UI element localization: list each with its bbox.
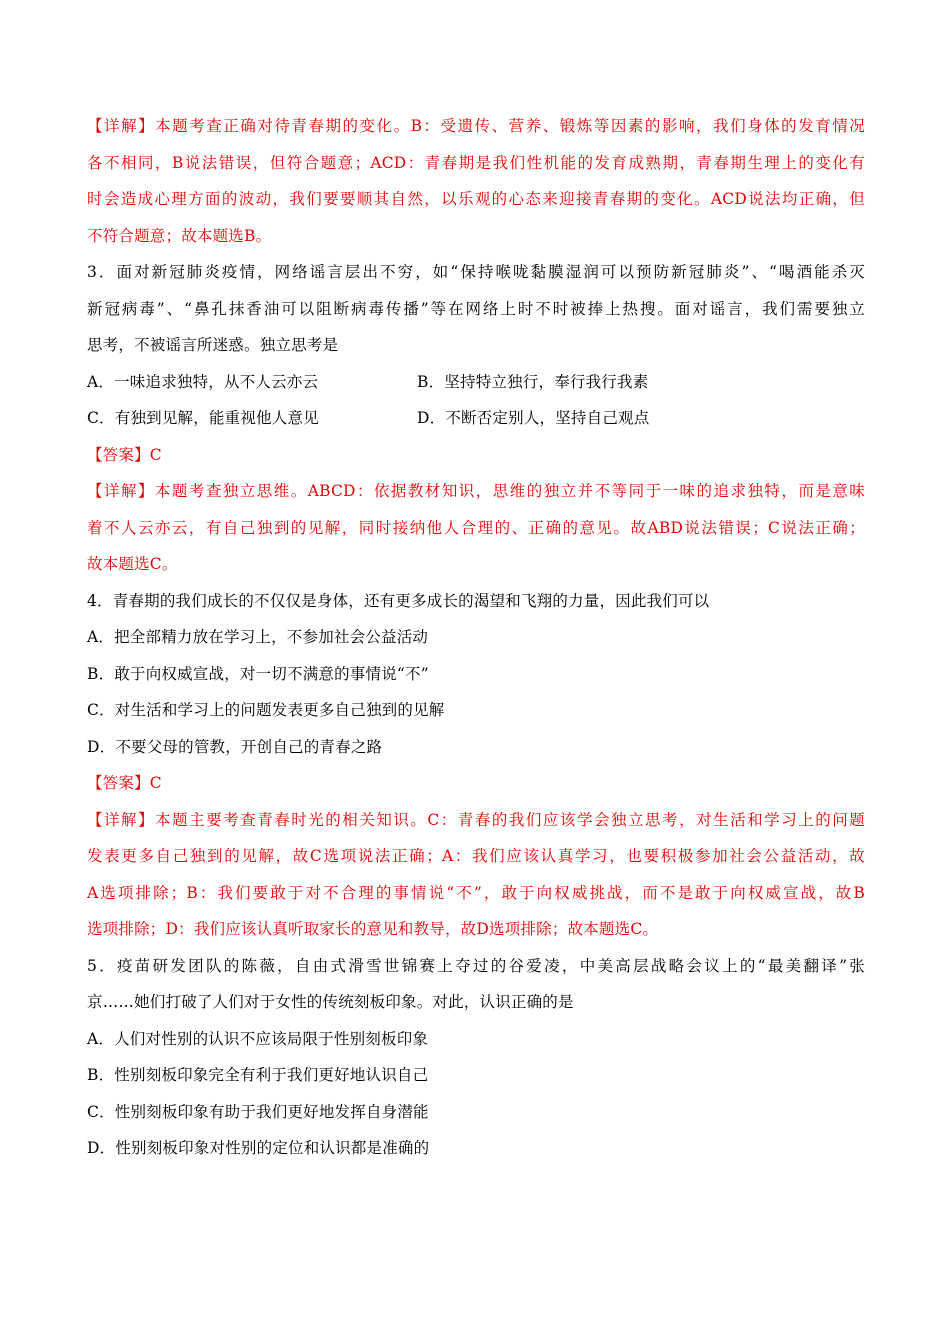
option-a: A．人们对性别的认识不应该局限于性别刻板印象 [87,1029,429,1048]
detail-line: 选项排除；D：我们应该认真听取家长的意见和教导，故D选项排除；故本题选C。 [87,920,659,938]
detail-line: 【详解】本题考查正确对待青春期的变化。B：受遗传、营养、锻炼等因素的影响，我们身体的发育情况 [87,117,865,135]
detail-line: 发表更多自己独到的见解，故C选项说法正确；A：我们应该认真学习，也要积极参加社会公益活动，故 [87,847,865,865]
question-stem-line: 思考，不被谣言所迷惑。独立思考是 [87,336,339,354]
q2-detail [87,108,865,254]
option-b: B．坚持特立独行，奉行我行我素 [417,372,649,391]
question-3 [87,254,865,583]
question-stem-line: 3．面对新冠肺炎疫情，网络谣言层出不穷，如“保持喉咙黏膜湿润可以预防新冠肺炎”、“喝酒能杀灭 [87,263,865,281]
option-d: D．不要父母的管教，开创自己的青春之路 [87,737,383,756]
option-row [87,364,865,401]
detail-line: 【详解】本题考查独立思维。ABCD：依据教材知识，思维的独立并不等同于一味的追求独特，而是意味 [87,482,865,500]
detail-line: 故本题选C。 [87,555,178,573]
answer: 【答案】C [87,445,162,464]
option-a: A．一味追求独特，从不人云亦云 [87,372,319,391]
question-stem-line: 5．疫苗研发团队的陈薇，自由式滑雪世锦赛上夺过的谷爱凌，中美高层战略会议上的“最美翻译”张 [87,956,865,975]
answer: 【答案】C [87,774,162,792]
document-page [87,108,865,1167]
question-stem-line: 4．青春期的我们成长的不仅仅是身体，还有更多成长的渴望和飞翔的力量，因此我们可以 [87,591,710,610]
detail-line: 各不相同，B说法错误，但符合题意；ACD：青春期是我们性机能的发育成熟期，青春期生理上的变化有 [87,153,865,172]
option-row [87,400,865,437]
question-5 [87,948,865,1167]
option-c: C．对生活和学习上的问题发表更多自己独到的见解 [87,701,445,719]
detail-line: A选项排除；B：我们要敢于对不合理的事情说“不”，敢于向权威挑战，而不是敢于向权威宣战，故B [87,883,865,902]
detail-line: 时会造成心理方面的波动，我们要要顺其自然，以乐观的心态来迎接青春期的变化。ACD说法均正确，但 [87,190,865,208]
detail-line: 着不人云亦云，有自己独到的见解，同时接纳他人合理的、正确的意见。故ABD说法错误；C说法正确； [87,518,865,537]
question-stem-line: 新冠病毒”、“鼻孔抹香油可以阻断病毒传播”等在网络上时不时被捧上热搜。面对谣言，我们需要独立 [87,299,865,318]
detail-line: 【详解】本题主要考查青春时光的相关知识。C：青春的我们应该学会独立思考，对生活和学习上的问题 [87,810,865,829]
question-4 [87,583,865,948]
option-b: B．敢于向权威宣战，对一切不满意的事情说“不” [87,664,429,683]
option-d: D．性别刻板印象对性别的定位和认识都是准确的 [87,1139,430,1157]
option-a: A．把全部精力放在学习上，不参加社会公益活动 [87,628,429,646]
option-d: D．不断否定别人，坚持自己观点 [417,409,650,427]
option-b: B．性别刻板印象完全有利于我们更好地认识自己 [87,1066,429,1084]
question-stem-line: 京……她们打破了人们对于女性的传统刻板印象。对此，认识正确的是 [87,993,574,1011]
detail-line: 不符合题意；故本题选B。 [87,226,272,245]
option-c: C．有独到见解，能重视他人意见 [87,409,319,427]
option-c: C．性别刻板印象有助于我们更好地发挥自身潜能 [87,1102,429,1121]
